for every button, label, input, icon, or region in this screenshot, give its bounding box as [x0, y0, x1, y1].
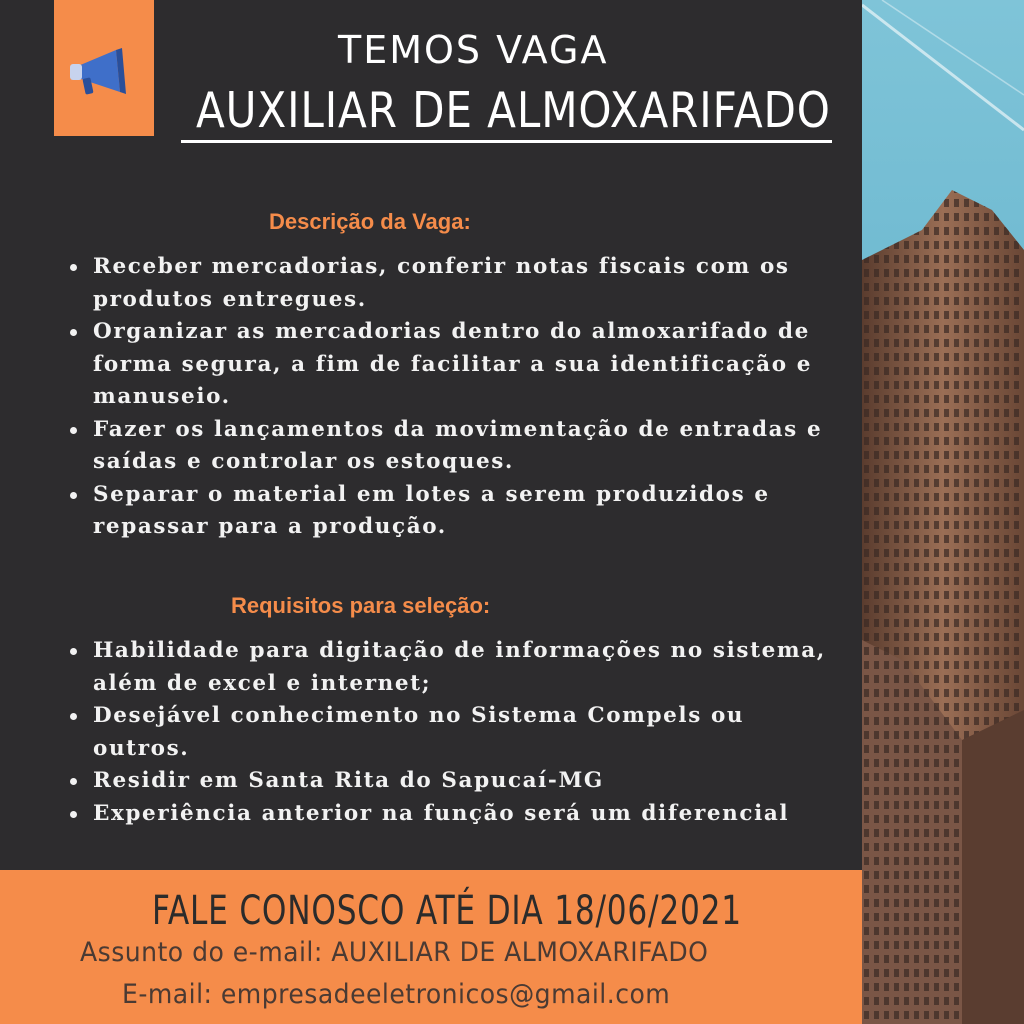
title-underline	[181, 140, 832, 143]
contact-footer	[0, 870, 862, 1024]
description-list	[60, 251, 830, 544]
email-subject: Assunto do e-mail: AUXILIAR DE ALMOXARIFADO	[80, 937, 709, 968]
job-title: AUXILIAR DE ALMOXARIFADO	[196, 82, 831, 139]
vacancy-kicker: TEMOS VAGA	[338, 28, 609, 72]
list-item: Habilidade para digitação de informações no sistema, além de excel e internet;	[60, 635, 830, 700]
building-photo	[862, 0, 1024, 1024]
requirements-list	[60, 635, 830, 830]
deadline-callout: FALE CONOSCO ATÉ DIA 18/06/2021	[152, 888, 742, 934]
list-item: Desejável conhecimento no Sistema Compels ou outros.	[60, 700, 830, 765]
list-item: Receber mercadorias, conferir notas fiscais com os produtos entregues.	[60, 251, 830, 316]
megaphone-icon	[64, 44, 134, 100]
description-heading: Descrição da Vaga:	[269, 209, 471, 234]
list-item: Fazer os lançamentos da movimentação de entradas e saídas e controlar os estoques.	[60, 414, 830, 479]
list-item: Residir em Santa Rita do Sapucaí-MG	[60, 765, 830, 798]
list-item: Experiência anterior na função será um diferencial	[60, 798, 830, 831]
icon-badge	[54, 0, 154, 136]
requirements-heading: Requisitos para seleção:	[231, 593, 491, 618]
list-item: Separar o material em lotes a serem produzidos e repassar para a produção.	[60, 479, 830, 544]
list-item: Organizar as mercadorias dentro do almoxarifado de forma segura, a fim de facilitar a sua identificação e manuseio.	[60, 316, 830, 414]
contact-email: E-mail: empresadeeletronicos@gmail.com	[122, 979, 671, 1010]
